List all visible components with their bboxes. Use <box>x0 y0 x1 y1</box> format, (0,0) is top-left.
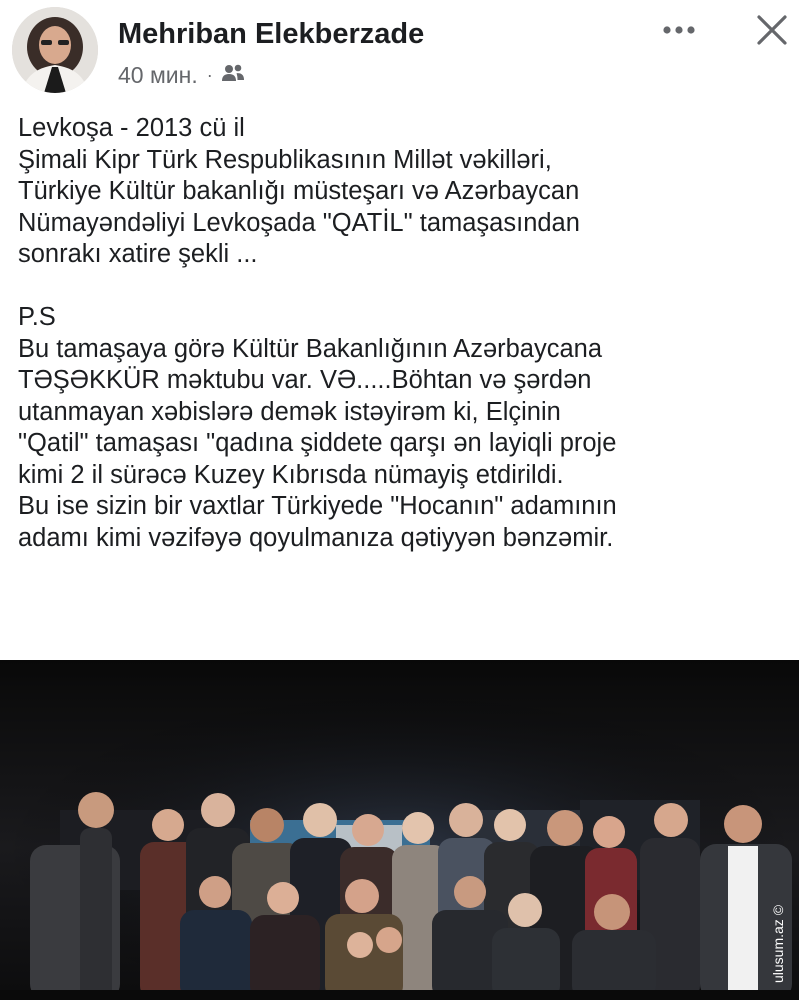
group-photo-illustration <box>0 660 799 1000</box>
post-text-line: TƏŞƏKKÜR məktubu var. VƏ.....Böhtan və şərdən <box>18 366 592 394</box>
post-text-line: Türkiye Kültür bakanlığı müsteşarı və Azərbaycan <box>18 177 580 205</box>
post-text-line: Bu ise sizin bir vaxtlar Türkiyede "Hocanın" adamının <box>18 492 617 520</box>
author-avatar[interactable] <box>12 7 98 93</box>
post-text <box>18 113 788 554</box>
post-text-line: kimi 2 il sürəcə Kuzey Kıbrısda nümayiş etdirildi. <box>18 460 564 489</box>
post-text-line: Levkoşa - 2013 cü il <box>18 114 245 142</box>
post-text-line: Bu tamaşaya görə Kültür Bakanlığının Azərbaycana <box>18 334 603 363</box>
more-options-icon <box>662 25 696 35</box>
more-options-button[interactable] <box>655 16 703 44</box>
post-text-line: P.S <box>18 303 56 331</box>
post-text-line: "Qatil" tamaşası "qadına şiddete qarşı ən layiqli proje <box>18 429 617 457</box>
post-text-line: sonrakı xatire şekli ... <box>18 240 258 268</box>
post-header <box>0 0 799 100</box>
photo-watermark: ulusum.az © <box>770 904 786 983</box>
post-meta <box>118 62 245 88</box>
post-text-line <box>18 271 788 303</box>
meta-separator: · <box>206 64 213 85</box>
avatar-photo <box>12 7 98 93</box>
author-name[interactable]: Mehriban Elekberzade <box>118 18 425 50</box>
post-text-line: utanmayan xəbislərə demək istəyirəm ki, Elçinin <box>18 397 561 426</box>
close-button[interactable] <box>750 10 794 50</box>
close-icon <box>756 14 788 46</box>
post-text-line: Şimali Kipr Türk Respublikasının Millət vəkilləri, <box>18 145 552 174</box>
post-timestamp[interactable]: 40 мин. <box>118 61 198 88</box>
friends-icon[interactable] <box>221 62 245 89</box>
post-photo[interactable] <box>0 660 799 1000</box>
post-text-line: Nümayəndəliyi Levkoşada "QATİL" tamaşasından <box>18 208 580 237</box>
post-text-line: adamı kimi vəzifəyə qoyulmanıza qətiyyən bənzəmir. <box>18 523 614 552</box>
